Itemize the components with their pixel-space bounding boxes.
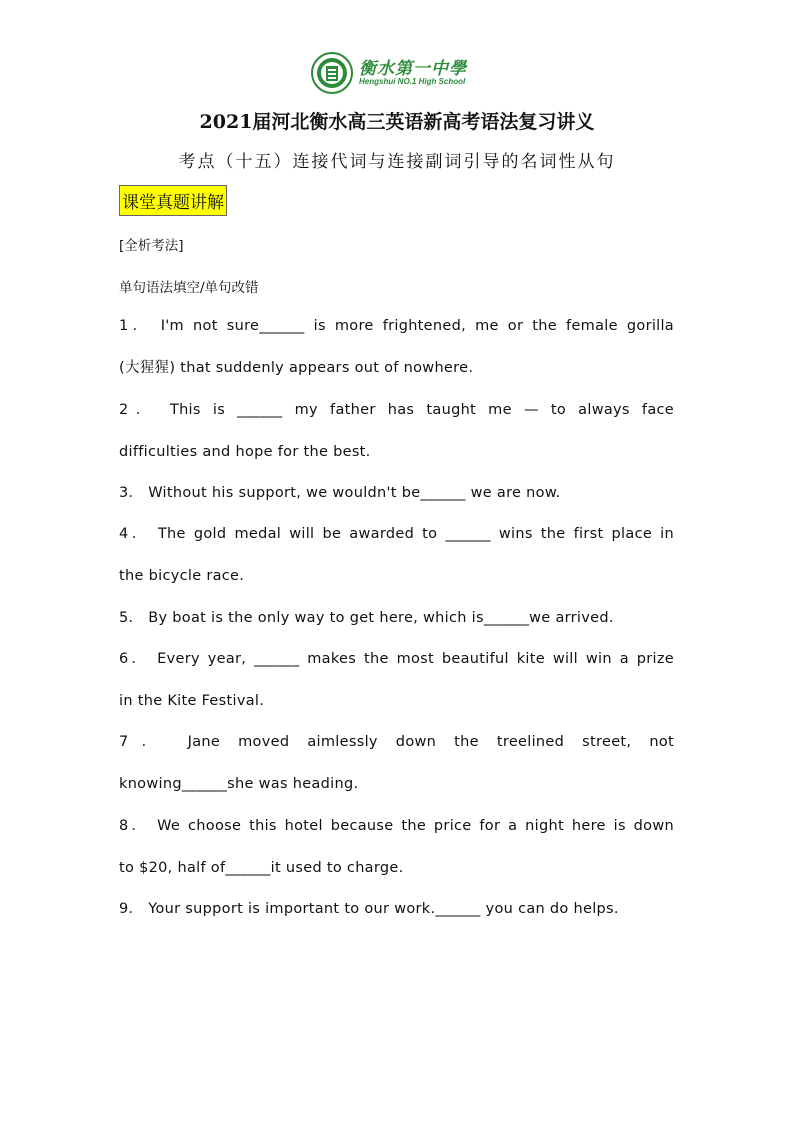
school-name-cn: 衡水第一中學 <box>359 59 467 79</box>
question-text: 9． Your support is important to our work.______ you can do helps. <box>119 901 619 917</box>
question-4 <box>119 513 674 597</box>
question-text: 7． Jane moved aimlessly down the treelined street, not <box>119 734 674 750</box>
document-title: 2021届河北衡水高三英语新高考语法复习讲义 <box>199 111 595 133</box>
question-5 <box>119 597 674 639</box>
question-text: 1． I'm not sure______ is more frightened, me or the female gorilla <box>119 318 674 334</box>
question-text: 2． This is ______ my father has taught me — to always face <box>119 402 674 418</box>
question-9 <box>119 888 674 930</box>
question-3 <box>119 472 674 514</box>
question-text: 8． We choose this hotel because the price for a night here is down <box>119 818 674 834</box>
school-emblem-icon <box>311 52 353 94</box>
question-7 <box>119 721 674 805</box>
question-6 <box>119 638 674 722</box>
question-1 <box>119 305 674 389</box>
method-label: [全析考法] <box>119 238 184 254</box>
school-name-en: Hengshui NO.1 High School <box>359 77 466 86</box>
school-logo <box>311 52 471 94</box>
question-text: 5． By boat is the only way to get here, which is______we arrived. <box>119 610 614 626</box>
question-text-cont: knowing______she was heading. <box>119 776 359 792</box>
question-2 <box>119 389 674 473</box>
question-text-cont: to $20, half of______it used to charge. <box>119 860 404 876</box>
question-text: 3． Without his support, we wouldn't be______ we are now. <box>119 485 561 501</box>
question-text: 6． Every year, ______ makes the most beautiful kite will win a prize <box>119 651 674 667</box>
question-8 <box>119 805 674 889</box>
question-text-cont: difficulties and hope for the best. <box>119 444 371 460</box>
question-text: 4． The gold medal will be awarded to ______ wins the first place in <box>119 526 674 542</box>
question-text-cont: the bicycle race. <box>119 568 245 584</box>
exercise-type-label: 单句语法填空/单句改错 <box>119 280 259 296</box>
document-subtitle: 考点（十五）连接代词与连接副词引导的名词性从句 <box>178 152 616 172</box>
question-text-cont: (大猩猩) that suddenly appears out of nowhere. <box>119 360 474 376</box>
question-text-cont: in the Kite Festival. <box>119 693 265 709</box>
section-heading: 课堂真题讲解 <box>119 185 227 216</box>
